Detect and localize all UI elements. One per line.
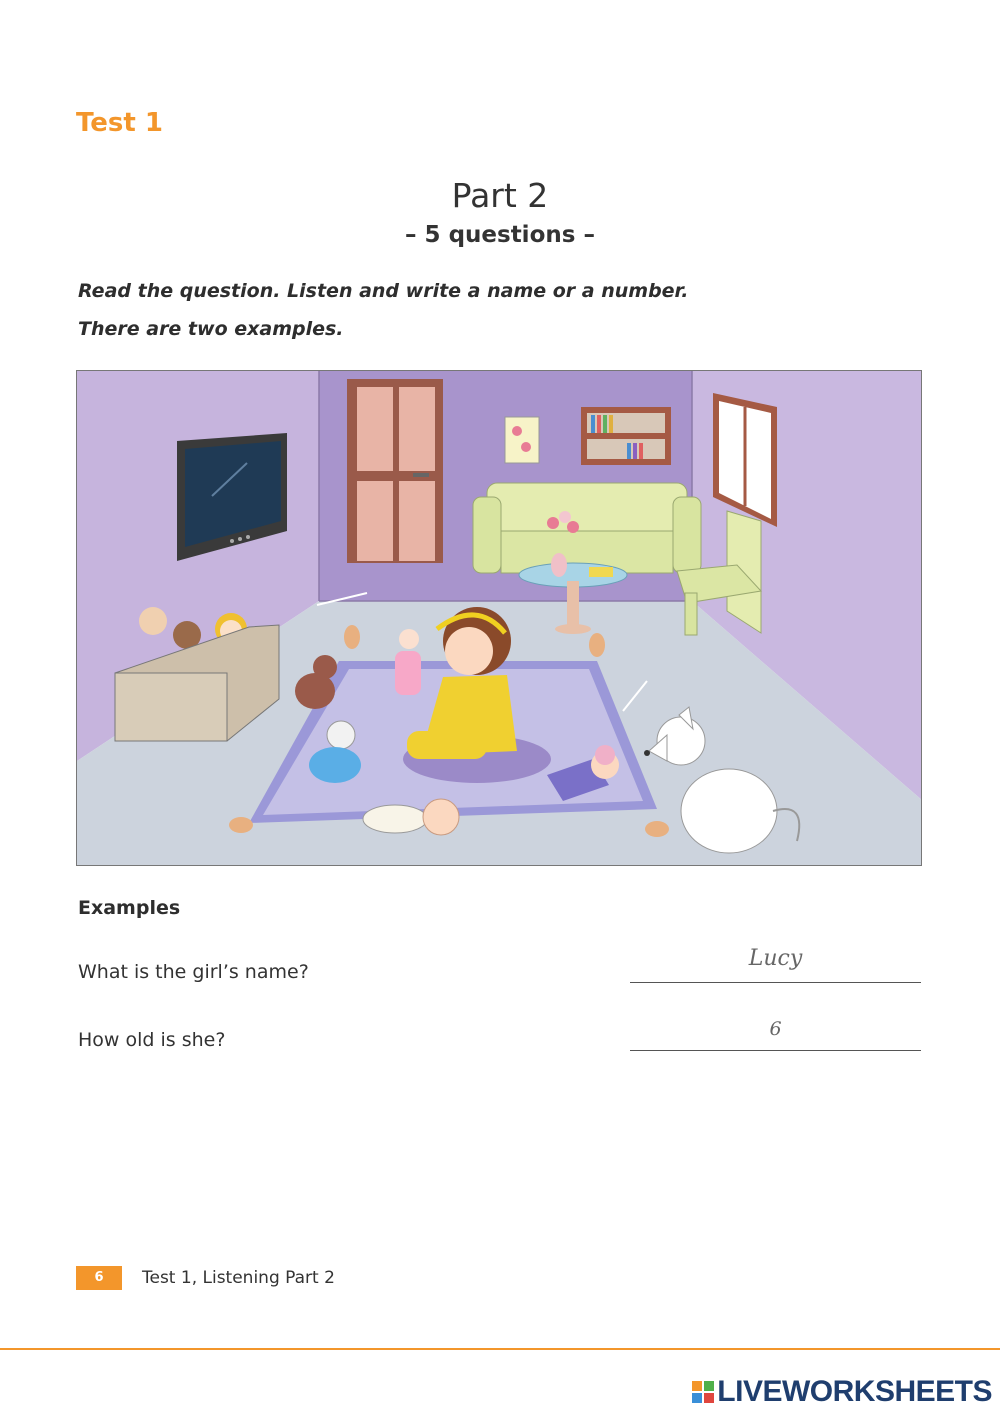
- page-number: 6: [76, 1266, 122, 1290]
- brand-logo[interactable]: [691, 1376, 992, 1408]
- footer-divider: [0, 1348, 1000, 1350]
- sofa-icon: [473, 483, 701, 573]
- footer-text: Test 1, Listening Part 2: [142, 1268, 335, 1288]
- liveworksheets-logo-icon: [691, 1380, 715, 1404]
- answer-line-1: [630, 982, 921, 983]
- instruction-line-1: Read the question. Listen and write a name or a number.: [78, 280, 689, 302]
- example-answer-1[interactable]: Lucy: [748, 946, 803, 971]
- example-question-1: What is the girl’s name?: [78, 961, 309, 983]
- examples-heading: Examples: [78, 897, 181, 919]
- instruction-line-2: There are two examples.: [78, 318, 344, 340]
- bookshelf-icon: [581, 407, 671, 465]
- brand-name: LIVEWORKSHEETS: [717, 1375, 992, 1408]
- door-icon: [347, 379, 443, 563]
- answer-line-2: [630, 1050, 921, 1051]
- part-subtitle: – 5 questions –: [405, 222, 595, 248]
- room-illustration: [76, 370, 922, 866]
- test-label: Test 1: [76, 108, 163, 138]
- example-question-2: How old is she?: [78, 1029, 226, 1051]
- part-title: Part 2: [451, 176, 549, 215]
- example-answer-2[interactable]: 6: [769, 1018, 782, 1040]
- flower-picture-icon: [505, 417, 539, 463]
